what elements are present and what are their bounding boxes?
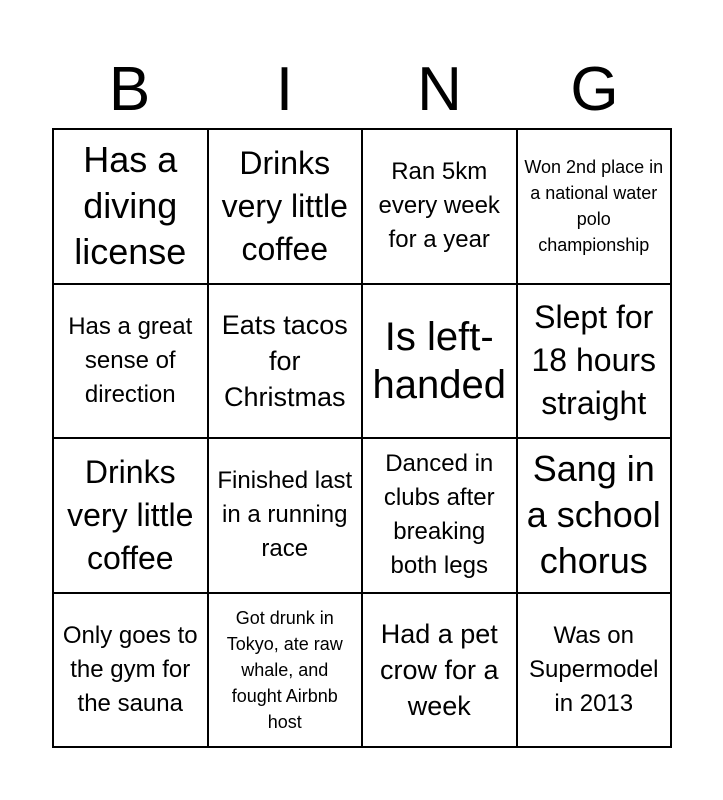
cell-text: Got drunk in Tokyo, ate raw whale, and fought Airbnb host — [226, 607, 343, 732]
cell-text: Slept for 18 hours straight — [531, 299, 657, 422]
bingo-header — [52, 52, 672, 128]
bingo-cell[interactable] — [362, 284, 517, 439]
bingo-cell[interactable] — [517, 284, 672, 439]
bingo-cell[interactable] — [208, 593, 363, 748]
cell-text: Was on Supermodel in 2013 — [529, 621, 659, 717]
bingo-cell[interactable] — [208, 129, 363, 284]
bingo-cell[interactable] — [517, 593, 672, 748]
bingo-cell[interactable] — [362, 438, 517, 593]
cell-text: Finished last in a running race — [217, 467, 353, 563]
bingo-cell[interactable] — [53, 129, 208, 284]
cell-text: Had a pet crow for a week — [379, 618, 499, 721]
header-letter-b: B — [108, 55, 151, 124]
cell-text: Drinks very little coffee — [67, 453, 194, 576]
bingo-grid — [52, 128, 672, 748]
bingo-cell[interactable] — [208, 284, 363, 439]
bingo-cell[interactable] — [362, 129, 517, 284]
header-letter-i: I — [275, 55, 294, 124]
bingo-cell[interactable] — [53, 438, 208, 593]
cell-text: Eats tacos for Christmas — [221, 309, 348, 412]
cell-text: Has a diving license — [74, 139, 187, 273]
header-letter-n: N — [417, 55, 462, 124]
cell-text: Sang in a school chorus — [526, 448, 661, 582]
bingo-cell[interactable] — [362, 593, 517, 748]
bingo-cell[interactable] — [53, 593, 208, 748]
cell-text: Danced in clubs after breaking both legs — [383, 450, 495, 580]
cell-text: Only goes to the gym for the sauna — [62, 621, 198, 717]
cell-text: Ran 5km every week for a year — [378, 158, 500, 254]
cell-text: Drinks very little coffee — [221, 144, 348, 267]
bingo-cell[interactable] — [208, 438, 363, 593]
bingo-cell[interactable] — [517, 438, 672, 593]
bingo-cell[interactable] — [53, 284, 208, 439]
cell-text: Won 2nd place in a national water polo championship — [524, 157, 664, 256]
cell-text: Is left-handed — [372, 314, 506, 407]
bingo-cell[interactable] — [517, 129, 672, 284]
header-letter-g: G — [570, 55, 619, 124]
cell-text: Has a great sense of direction — [68, 312, 193, 408]
